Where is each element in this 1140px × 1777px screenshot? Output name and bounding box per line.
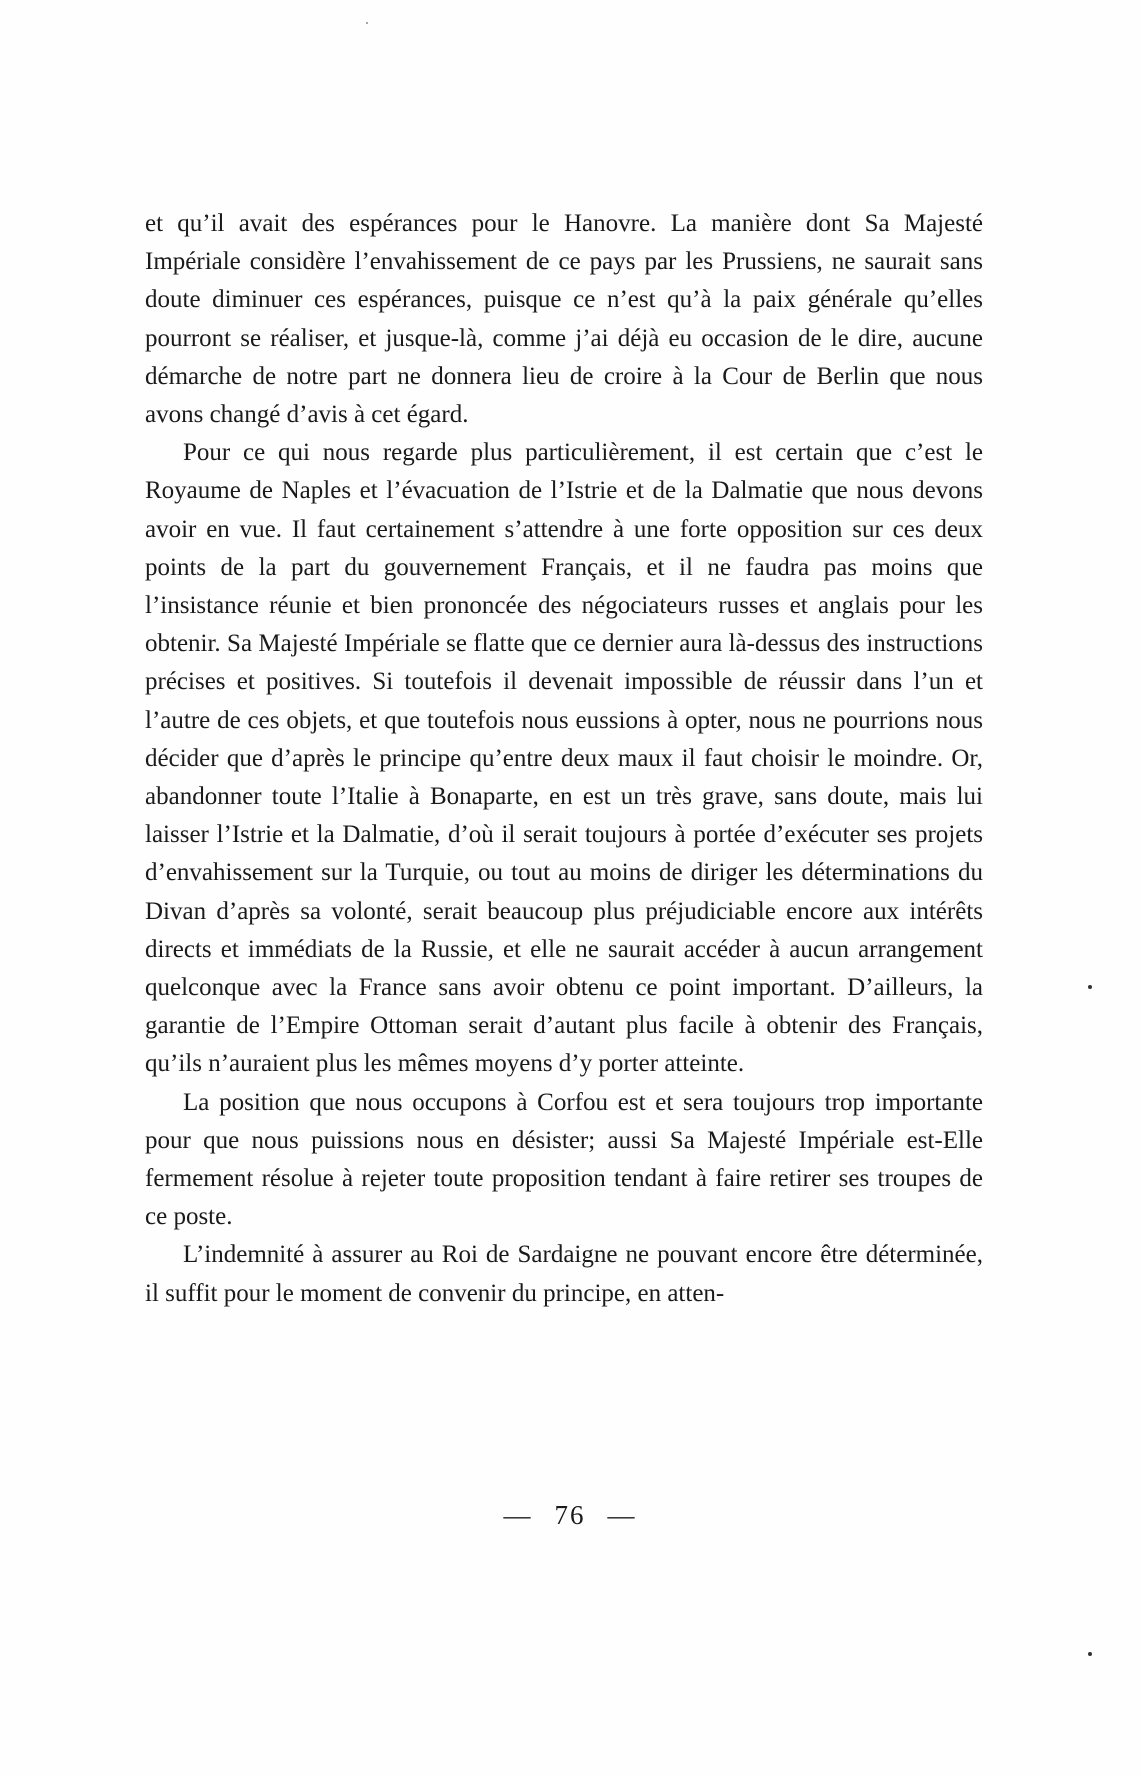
footer-dash-right: —: [607, 1500, 637, 1530]
paragraph-1: et qu’il avait des espérances pour le Hanovre. La manière dont Sa Majesté Impériale considère l’envahissement de ce pays par les Prussiens, ne saurait sans doute diminuer ces espérances, puisque ce n’est qu’à la paix générale qu’elles pourront se réaliser, et jusque-là, comme j’ai déjà eu occasion de le dire, aucune démarche de notre part ne donnera lieu de croire à la Cour de Berlin que nous avons changé d’avis à cet égard.: [145, 210, 983, 429]
page-speck: [366, 22, 368, 24]
paragraph-2: Pour ce qui nous regarde plus particulièrement, il est certain que c’est le Royaume de Naples et l’évacuation de l’Istrie et de la Dalmatie que nous devons avoir en vue. Il faut certainement s’attendre à une forte opposition sur ces deux points de la part du gouvernement Français, et il ne faudra pas moins que l’insistance réunie et bien prononcée des négociateurs russes et anglais pour les obtenir. Sa Majesté Impériale se flatte que ce dernier aura là-dessus des instructions précises et positives. Si toutefois il devenait impossible de réussir dans l’un et l’autre de ces objets, et que toutefois nous eussions à opter, nous ne pourrions nous décider que d’après le principe qu’entre deux maux il faut choisir le moindre. Or, abandonner toute l’Italie à Bonaparte, en est un très grave, sans doute, mais lui laisser l’Istrie et la Dalmatie, d’où il serait toujours à portée d’exécuter ses projets d’envahissement sur la Turquie, ou tout au moins de diriger les déterminations du Divan d’après sa volonté, serait beaucoup plus préjudiciable encore aux intérêts directs et immédiats de la Russie, et elle ne saurait accéder à aucun arrangement quelconque avec la France sans avoir obtenu ce point important. D’ailleurs, la garantie de l’Empire Ottoman serait d’autant plus facile à obtenir des Français, qu’ils n’auraient plus les mêmes moyens d’y porter atteinte.: [145, 439, 983, 1078]
body-text: [145, 205, 983, 1313]
page-speck: [1088, 985, 1092, 989]
paragraph-3: La position que nous occupons à Corfou est et sera toujours trop importante pour que nous puissions nous en désister; aussi Sa Majesté Impériale est-Elle fermement résolue à rejeter toute proposition tendant à faire retirer ses troupes de ce poste.: [145, 1088, 983, 1231]
footer-dash-left: —: [503, 1500, 533, 1530]
page-footer: [0, 1500, 1140, 1531]
page-number: 76: [554, 1500, 586, 1530]
paragraph-4: L’indemnité à assurer au Roi de Sardaigne ne pouvant encore être déterminée, il suffit pour le moment de convenir du principe, en atten-: [145, 1241, 983, 1307]
page-speck: [1088, 1652, 1092, 1656]
